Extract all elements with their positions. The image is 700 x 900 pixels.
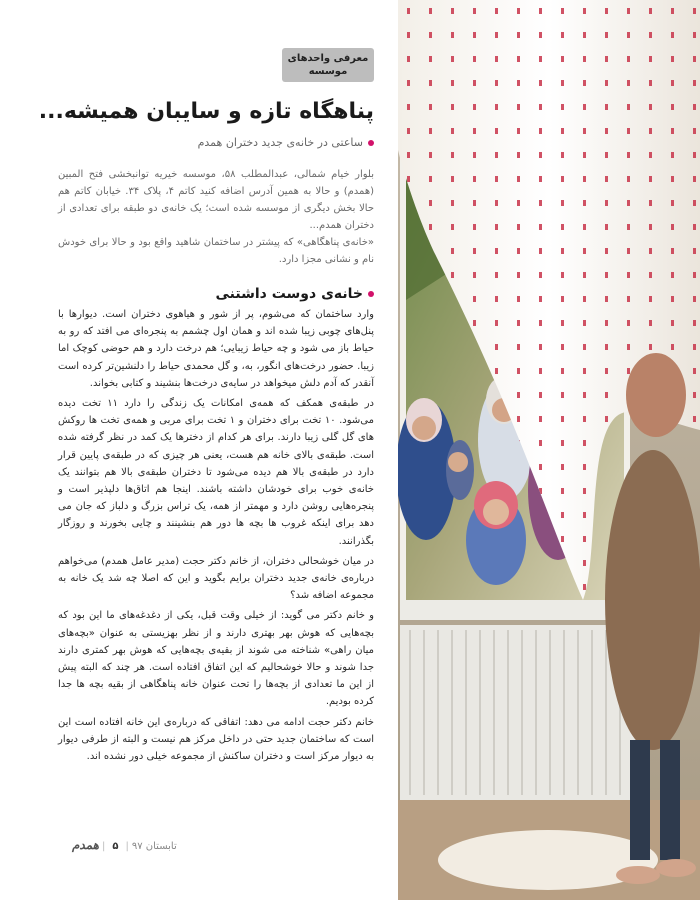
article-photo bbox=[398, 0, 700, 900]
page-number: ۵ bbox=[112, 841, 119, 852]
article-title: پناهگاه تازه و سایبان همیشه... bbox=[38, 99, 374, 124]
page-footer bbox=[68, 838, 177, 852]
footer-season: تابستان ۹۷ bbox=[131, 841, 177, 852]
article-subtitle: ساعتی در خانه‌ی جدید دختران همدم bbox=[197, 136, 363, 149]
body-paragraph: در میان خوشحالی دختران، از خانم دکتر حجت (مدیر عامل همدم) می‌خواهم درباره‌ی خانه‌ی جدید دختران برایم بگوید و این که اصلا چه شد یک خانه به مجموعه اضافه شد؟ bbox=[58, 555, 374, 602]
bullet-dot-icon bbox=[368, 140, 374, 146]
section-heading: خانه‌ی دوست داشتنی bbox=[215, 286, 363, 302]
article-body bbox=[58, 306, 374, 768]
text-column bbox=[38, 0, 382, 900]
footer-separator: | bbox=[125, 841, 129, 852]
intro-paragraph: «خانه‌ی پناهگاهی» که پیشتر در ساختمان شاهید واقع بود و حالا برای خودش نام و نشانی مجزا دارد. bbox=[58, 237, 374, 265]
section-tag bbox=[282, 48, 374, 82]
article-subtitle-row bbox=[198, 136, 374, 149]
body-paragraph: خانم دکتر حجت ادامه می دهد: اتفاقی که درباره‌ی این خانه افتاده است این است که ساختمان جدید حتی در داخل مرکز هم نیست و البته از طرفی دیوار به دیوار مرکز است و دختران ساکنش از مجموعه خیلی دور نشده اند. bbox=[58, 716, 374, 763]
body-paragraph: وارد ساختمان که می‌شوم، پر از شور و هیاهوی دختران است. دیوارها با پنل‌های چوبی زیبا شده اند و همان اول چشمم به پنجره‌ای می افتد که رو به حیاط باز می شود و چه حیاط زیبایی؛ هم درخت دارد و هم حوضی کوچک اما زیبا. حضور درخت‌های انگور، به، و گل محمدی حیاط را دلنشین‌تر کرده است آنقدر که آدم دلش میخواهد در سایه‌ی درخت‌ها بنشیند و کتابی بخواند. bbox=[58, 309, 374, 389]
body-paragraph: در طبقه‌ی همکف که همه‌ی امکانات یک زندگی را دارد ۱۱ تخت دیده می‌شود. ۱۰ تخت برای دختران و ۱ تخت برای مربی و همه‌ی تخت ها روکش های گل گلی زیبا دارند. برای هر کدام از دخترها یک کمد در نظر گرفته شده است. طبقه‌ی بالای خانه هم هست، یعنی هر چیزی که در طبقه‌ی پایین قرار دارد در طبقه‌ی بالا هم دیده می‌شود تا دختران طبقه‌ی بالا هم بتوانند یک خانه‌ی خوب برای خودشان داشته باشند. اینجا هم اتاق‌ها دلپذیر است و پنجره‌هایی روشن دارد و مهمتر از همه، یک تراس بزرگ و دلباز که جان می دهد برای اینکه غروب ها بچه ها دور هم بنشینند و چایی بخورند و روزگار بگذرانند. bbox=[58, 398, 374, 547]
section-tag-line-1: معرفی واحدهای bbox=[287, 53, 369, 64]
body-paragraph: و خانم دکتر می گوید: از خیلی وقت قبل، یکی از دغدغه‌های ما این بود که بچه‌هایی که هوش بهر بهتری دارند و از نظر بهزیستی به عنوان «بچه‌های میان راهی» شناخته می شوند از بقیه‌ی بچه‌هایی که هوش بهر کمتری دارند جدا شوند و حالا خوشحالیم که این اتفاق افتاده است. هر چند که البته پیش از این ما تعدادی از بچه‌ها را تحت عنوان خانه پناهگاهی از بقیه بچه ها جدا کرده بودیم. bbox=[58, 610, 374, 708]
bullet-dot-icon bbox=[368, 291, 374, 297]
hamdam-logo: همدم bbox=[72, 838, 99, 852]
footer-separator: | bbox=[102, 841, 106, 852]
section-tag-line-2: موسسه bbox=[308, 66, 348, 77]
intro-paragraph: بلوار خیام شمالی، عبدالمطلب ۵۸، موسسه خیریه توانبخشی فتح المبین (همدم) و حالا به همین آدرس اضافه کنید کاتم ۴، پلاک ۳۴. خیابان کاتم هم حالا بخش دیگری از موسسه شده است؛ یک خانه‌ی دو طبقه برای تعدادی از دختران همدم... bbox=[58, 169, 375, 231]
photo-girls-at-window-icon bbox=[398, 0, 700, 900]
article-intro bbox=[58, 166, 374, 268]
section-heading-row bbox=[216, 286, 375, 302]
